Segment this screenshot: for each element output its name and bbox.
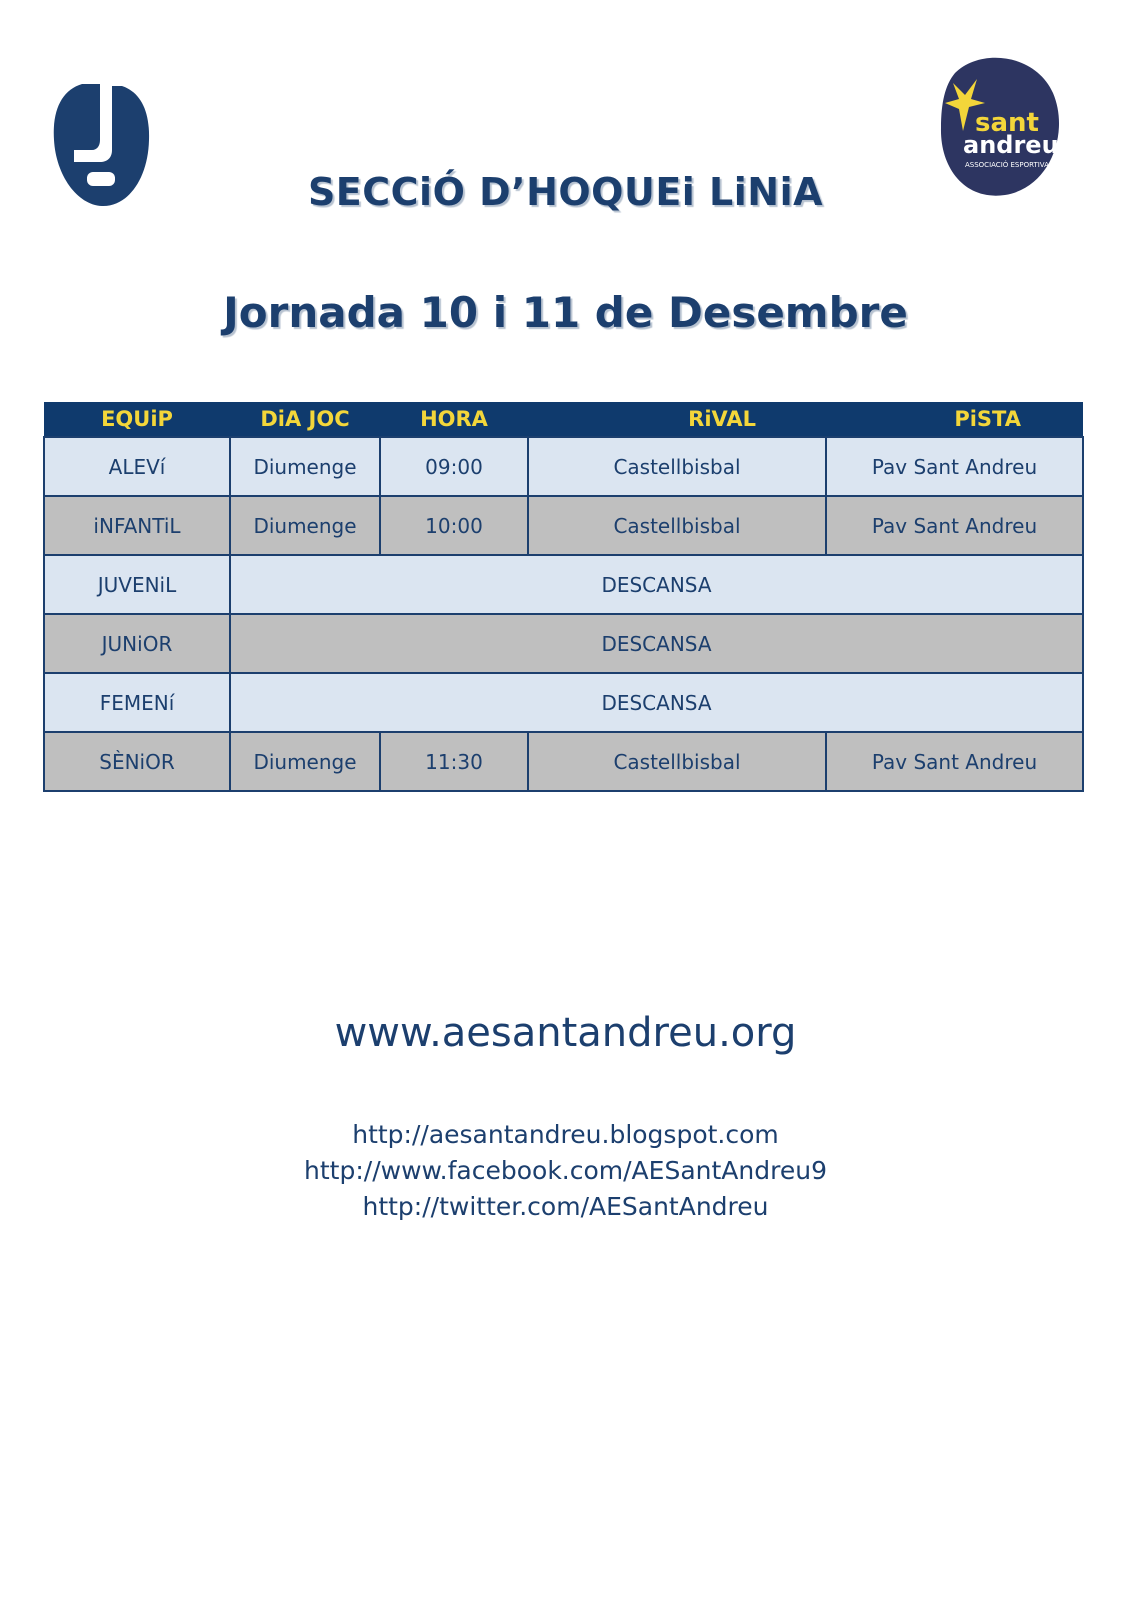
rest-status-cell: DESCANSA <box>230 555 1083 614</box>
table-row <box>44 673 1083 732</box>
hour-cell: 11:30 <box>380 732 528 791</box>
rival-cell: Castellbisbal <box>528 437 826 496</box>
pista-cell: Pav Sant Andreu <box>826 496 1083 555</box>
social-links <box>0 1117 1131 1225</box>
blog-link[interactable]: http://aesantandreu.blogspot.com <box>352 1120 779 1149</box>
table-row <box>44 555 1083 614</box>
column-header-team: EQUiP <box>44 402 230 437</box>
section-title: SECCiÓ D’HOQUEi LiNiA <box>307 170 824 214</box>
column-header-rival: RiVAL <box>528 402 826 437</box>
rest-status-cell: DESCANSA <box>230 673 1083 732</box>
rival-cell: Castellbisbal <box>528 496 826 555</box>
schedule-table <box>43 402 1084 792</box>
hour-cell: 10:00 <box>380 496 528 555</box>
day-cell: Diumenge <box>230 732 380 791</box>
team-cell: ALEVí <box>44 437 230 496</box>
table-row <box>44 496 1083 555</box>
day-cell: Diumenge <box>230 437 380 496</box>
rest-status-cell: DESCANSA <box>230 614 1083 673</box>
column-header-hour: HORA <box>380 402 528 437</box>
matchday-title: Jornada 10 i 11 de Desembre <box>223 288 908 337</box>
website-url[interactable]: www.aesantandreu.org <box>334 1010 797 1056</box>
rival-cell: Castellbisbal <box>528 732 826 791</box>
column-header-pista: PiSTA <box>826 402 1083 437</box>
team-cell: JUVENiL <box>44 555 230 614</box>
day-cell: Diumenge <box>230 496 380 555</box>
table-row <box>44 437 1083 496</box>
hour-cell: 09:00 <box>380 437 528 496</box>
twitter-link[interactable]: http://twitter.com/AESantAndreu <box>362 1192 769 1221</box>
pista-cell: Pav Sant Andreu <box>826 437 1083 496</box>
team-cell: iNFANTiL <box>44 496 230 555</box>
pista-cell: Pav Sant Andreu <box>826 732 1083 791</box>
team-cell: JUNiOR <box>44 614 230 673</box>
team-cell: FEMENí <box>44 673 230 732</box>
logo-word-associacio: ASSOCIACIÓ ESPORTIVA <box>965 161 1049 169</box>
facebook-link[interactable]: http://www.facebook.com/AESantAndreu9 <box>304 1156 827 1185</box>
table-row <box>44 732 1083 791</box>
table-header-row <box>44 402 1083 437</box>
team-cell: SÈNiOR <box>44 732 230 791</box>
logo-word-sant: sant <box>975 108 1039 138</box>
logo-word-andreu: andreu <box>963 131 1059 159</box>
column-header-day: DiA JOC <box>230 402 380 437</box>
table-row <box>44 614 1083 673</box>
